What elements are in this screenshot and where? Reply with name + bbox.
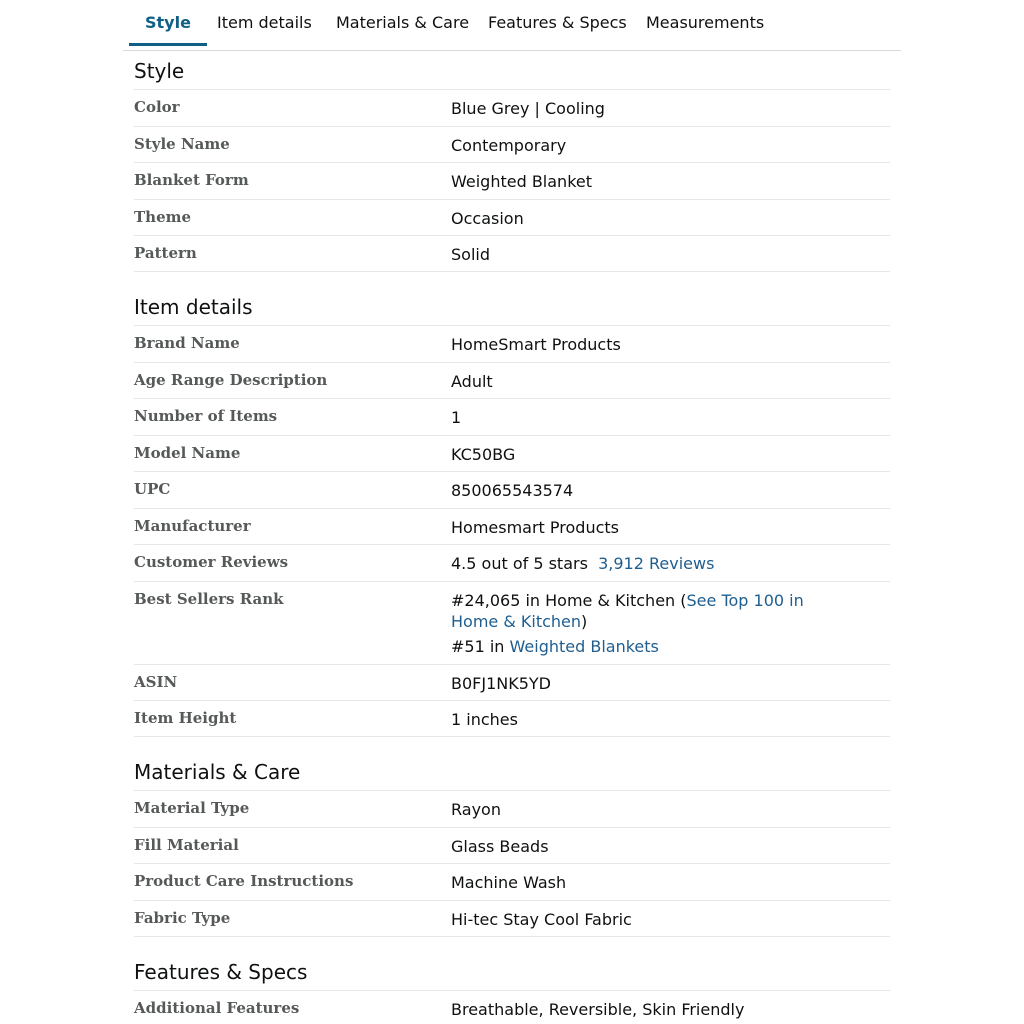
- spec-value: 1: [451, 408, 462, 427]
- rank-line: [451, 590, 841, 632]
- spec-row-style-name: [134, 126, 890, 163]
- spec-row-material-type: [134, 790, 890, 827]
- spec-label: Pattern: [134, 244, 197, 262]
- tab-item-details[interactable]: Item details: [217, 13, 312, 32]
- section-title-style: Style: [134, 59, 185, 83]
- spec-row-number-of-items: [134, 398, 890, 435]
- section-title-features-specs: Features & Specs: [134, 960, 308, 984]
- spec-value: Homesmart Products: [451, 518, 619, 537]
- rating-text: 4.5 out of 5 stars: [451, 554, 588, 573]
- tab-measurements[interactable]: Measurements: [646, 13, 765, 32]
- top-100-link[interactable]: See Top 100 in Home & Kitchen: [451, 591, 804, 631]
- spec-label: UPC: [134, 480, 171, 498]
- spec-label: Color: [134, 98, 180, 116]
- spec-row-care-instructions: [134, 863, 890, 900]
- spec-value: B0FJ1NK5YD: [451, 674, 551, 693]
- spec-label: Product Care Instructions: [134, 872, 354, 890]
- spec-value: Weighted Blanket: [451, 172, 593, 191]
- spec-value: [451, 590, 841, 657]
- spec-value: 1 inches: [451, 710, 518, 729]
- spec-row-blanket-form: [134, 162, 890, 199]
- spec-label: Blanket Form: [134, 171, 249, 189]
- weighted-blankets-link[interactable]: Weighted Blankets: [509, 637, 659, 656]
- spec-label: Age Range Description: [134, 371, 328, 389]
- spec-row-age-range: [134, 362, 890, 399]
- spec-value: Rayon: [451, 800, 501, 819]
- spec-label: Model Name: [134, 444, 241, 462]
- spec-value: Blue Grey | Cooling: [451, 99, 605, 118]
- spec-label: Theme: [134, 208, 192, 226]
- spec-value: Contemporary: [451, 136, 567, 155]
- spec-row-additional-features: [134, 990, 890, 1024]
- spec-value: [451, 553, 841, 574]
- spec-value: Solid: [451, 245, 490, 264]
- spec-row-item-height: [134, 700, 890, 737]
- spec-label: Number of Items: [134, 407, 278, 425]
- spec-row-best-sellers-rank: [134, 581, 890, 664]
- spec-label: Manufacturer: [134, 517, 251, 535]
- rank-text-suffix: ): [581, 612, 588, 631]
- spec-row-fill-material: [134, 827, 890, 864]
- spec-label: Brand Name: [134, 334, 240, 352]
- spec-label: Material Type: [134, 799, 250, 817]
- section-title-materials-care: Materials & Care: [134, 760, 301, 784]
- spec-row-fabric-type: [134, 900, 890, 937]
- spec-label: ASIN: [134, 673, 178, 691]
- section-title-item-details: Item details: [134, 295, 253, 319]
- spec-row-brand-name: [134, 325, 890, 362]
- spec-row-pattern: [134, 235, 890, 272]
- spec-label: Best Sellers Rank: [134, 590, 284, 608]
- spec-value: Hi-tec Stay Cool Fabric: [451, 910, 632, 929]
- spec-row-model-name: [134, 435, 890, 472]
- spec-label: Fabric Type: [134, 909, 231, 927]
- spec-row-manufacturer: [134, 508, 890, 545]
- tab-materials-care[interactable]: Materials & Care: [336, 13, 470, 32]
- spec-row-theme: [134, 199, 890, 236]
- spec-label: Fill Material: [134, 836, 239, 854]
- spec-label: Customer Reviews: [134, 553, 289, 571]
- tab-features-specs[interactable]: Features & Specs: [488, 13, 627, 32]
- tab-style[interactable]: Style: [129, 0, 207, 46]
- spec-row-customer-reviews: [134, 544, 890, 581]
- spec-row-upc: [134, 471, 890, 508]
- spec-label: Additional Features: [134, 999, 300, 1017]
- rank-line: [451, 636, 841, 657]
- spec-value: Glass Beads: [451, 837, 549, 856]
- reviews-link[interactable]: 3,912 Reviews: [598, 554, 715, 573]
- spec-value: KC50BG: [451, 445, 516, 464]
- spec-row-asin: [134, 664, 890, 701]
- spec-value: Breathable, Reversible, Skin Friendly: [451, 1000, 745, 1019]
- spec-label: Style Name: [134, 135, 230, 153]
- spec-value: HomeSmart Products: [451, 335, 621, 354]
- rank-text: #51 in: [451, 637, 510, 656]
- spec-value: Adult: [451, 372, 493, 391]
- spec-value: Occasion: [451, 209, 524, 228]
- rank-text: #24,065 in Home & Kitchen (: [451, 591, 687, 610]
- spec-value: Machine Wash: [451, 873, 567, 892]
- spec-value: 850065543574: [451, 481, 574, 500]
- spec-row-color: [134, 89, 890, 126]
- tab-bar: [123, 0, 901, 51]
- spec-label: Item Height: [134, 709, 237, 727]
